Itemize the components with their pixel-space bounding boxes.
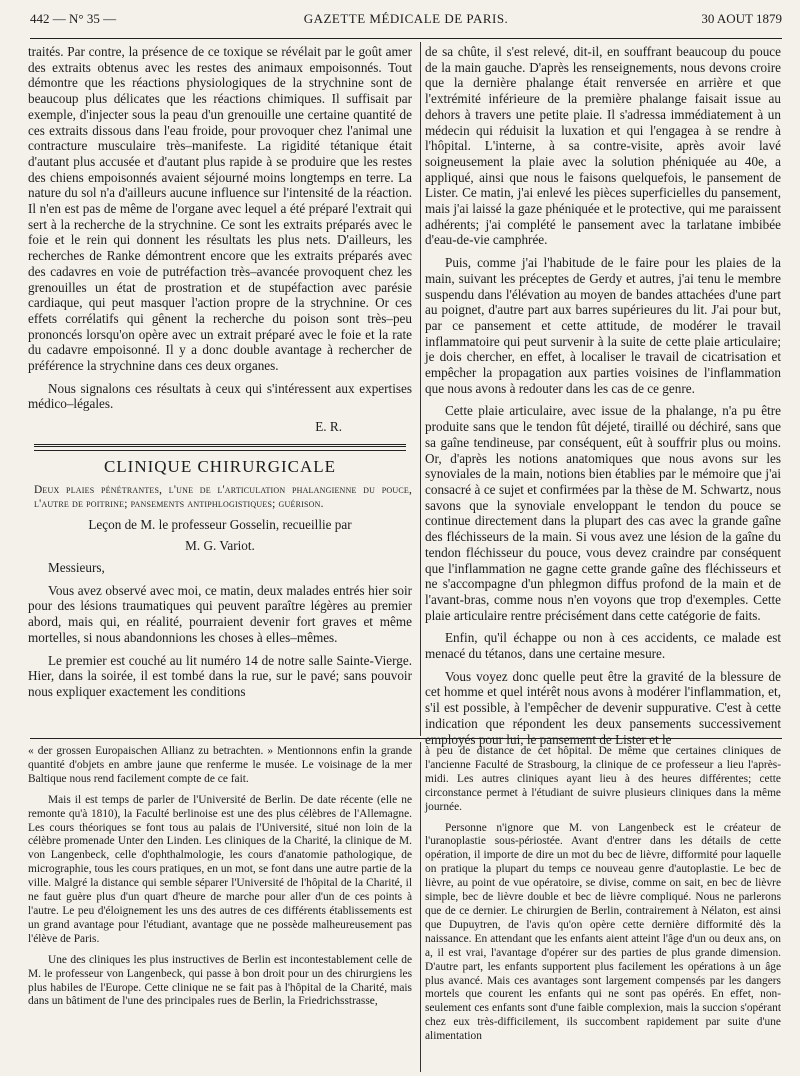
article-paragraph: Nous signalons ces résultats à ceux qui s'intéressent aux expertises médico–légales.	[28, 380, 412, 412]
section-title: CLINIQUE CHIRURGICALE	[103, 456, 337, 476]
article-paragraph: de sa chûte, il s'est relevé, dit-il, en souffrant beaucoup du pouce de la main gauche. D'après les renseignements, nous devons croire que la dernière phalange était renversée en arrière et que l'extrémité inférieure de la première phalange faisait issue au dehors à travers une petite plaie. Il s'adressa immédiatement à un médecin qui réduisit la luxation et qui l'engagea à se rendre à l'hôpital. L'interne, à sa contre-visite, après avoir lavé soigneusement la plaie avec la solution phéniquée au 40e, a appliqué, ainsi que nous le faisons quelquefois, le pansement de Lister. Ce matin, j'ai enlevé les pièces superficielles du pansement, mais j'ai laissé la gaze phéniquée et le protective, qui me paraissent adhérents; j'ai complété le pansement avec la tarlatane imbibée d'eau-de-vie camphrée.	[425, 44, 781, 248]
issue-date: 30 AOUT 1879	[701, 11, 782, 26]
salutation: Messieurs,	[48, 559, 105, 575]
article-paragraph: Le premier est couché au lit numéro 14 de notre salle Sainte-Vierge. Hier, dans la soirée, il est tombé dans la rue, sur le pavé; sans pouvoir nous expliquer exactement les conditions	[28, 652, 412, 699]
feuilleton-paragraph: Mais il est temps de parler de l'Université de Berlin. De date récente (elle ne remonte qu'à 1810), la Faculté berlinoise est une des plus célèbres de l'Allemagne. Les cours théoriques se font tous au palais de l'Université, situé non loin de la célèbre promenade Unter den Linden. Les cliniques de la Charité, la clinique de M. von Langenbeck, celle d'ophthalmologie, les cours d'anatomie pathologique, de micrographie, tous les cours pratiques, en un mot, se font dans une autre partie de la ville. Malgré la distance qui semble séparer l'Université de l'hôpital de la Charité, il ne faut guère plus d'un quart d'heure de marche pour aller d'un de ces points à l'autre. Le peu d'éloignement les uns des autres de ces différents établissements est un grand avantage pour l'étudiant, avantage que ne possède malheureusement pas l'élève de Paris.	[28, 793, 412, 945]
upper-left-column	[28, 44, 412, 736]
column-divider	[420, 742, 421, 1072]
article-paragraph: Puis, comme j'ai l'habitude de le faire pour les plaies de la main, suivant les préceptes de Gerdy et autres, j'ai tenu le membre suspendu dans l'élévation au moyen de bandes attachées d'une part au poignet, d'autre part aux barres supérieures du lit. J'ai pour but, par ce pansement et cette attitude, de modérer le travail inflammatoire qui peut survenir à la suite de cette plaie articulaire; je dois chercher, en effet, à localiser le travail de cicatrisation et empêcher la propagation aux parties voisines de l'inflammation que nous avons à redouter dans les cas de ce genre.	[425, 255, 781, 396]
article-paragraph: Vous avez observé avec moi, ce matin, deux malades entrés hier soir pour des lésions traumatiques qui peuvent paraître légères au premier abord, mais qui, en réalité, pourraient devenir fort graves et même mortelles, si nous abandonnions les choses à elles–mêmes.	[28, 582, 412, 645]
article-paragraph: Vous voyez donc quelle peut être la gravité de la blessure de cet homme et quel intérêt nous avons à modérer l'inflammation, et, s'il est possible, à l'empêcher de devenir suppurative. C'est à cette indication que répondent les deux pansements successivement employés pour lui, le pansement de Lister et le	[425, 668, 781, 747]
lower-left-column	[28, 745, 412, 1073]
page-number: 442 — N° 35 —	[30, 11, 117, 26]
feuilleton-paragraph: Une des cliniques les plus instructives de Berlin est incontestablement celle de M. le professeur von Langenbeck, qui passe à bon droit pour un des chirurgiens les plus habiles de l'Europe. Cette clinique ne se fait pas à l'hôpital de la Charité, mais dans un bâtiment de l'une des principales rues de Berlin, la Friedrichsstrasse,	[28, 953, 412, 1008]
feuilleton-paragraph: à peu de distance de cet hôpital. De même que certaines cliniques de l'ancienne Faculté de Strasbourg, la clinique de ce professeur a lieu l'après-midi. Les autres cliniques ayant lieu à des heures différentes; cette circonstance permet à l'étudiant de suivre plusieurs cliniques dans la même journée.	[425, 745, 781, 813]
feuilleton-paragraph: Personne n'ignore que M. von Langenbeck est le créateur de l'uranoplastie sous-périostée. Avant d'entrer dans les détails de cette opération, il importe de dire un mot du bec de lièvre, difformité pour laquelle on pratique la plupart du temps ce nouveau genre d'autoplastie. Le bec de lièvre, au point de vue opératoire, se divise, comme on sait, en bec de lièvre simple, bec de lièvre double et bec de lièvre compliqué. Nous ne parlerons que de ce dernier. Le chirurgien de Berlin, contrairement à Nélaton, est ainsi que Dupuytren, de l'avis qu'on opère cette dernière difformité dès la naissance. En attendant que les enfants aient atteint l'âge d'un ou deux ans, on a, il est vrai, l'avantage d'opérer sur des parties de plus grande dimension. D'autre part, les enfants supportent plus facilement les opérations à un âge plus avancé. Mais ces avantages sont largement compensés par les dangers mortels que courent les enfants qui ne sont pas opérés. En effet, non-seulement ces enfants sont d'une faible complexion, mais la succion s'opérant chez eux très-difficilement, ils succombent rapidement par suite d'une alimentation	[425, 821, 781, 1043]
page-header	[30, 10, 782, 30]
article-paragraph: Enfin, qu'il échappe ou non à ces accidents, ce malade est menacé du tétanos, dans une certaine mesure.	[425, 630, 781, 662]
upper-right-column	[425, 44, 781, 747]
lecture-credit-line1: Leçon de M. le professeur Gosselin, recueillie par	[88, 516, 352, 532]
section-subtitle: Deux plaies pénétrantes, l'une de l'articulation phalangienne du pouce, l'autre de poitrine; pansements antiphlogistiques; guérison.	[34, 483, 412, 510]
journal-title: GAZETTE MÉDICALE DE PARIS.	[303, 11, 509, 26]
lecture-credit-line2: M. G. Variot.	[185, 538, 255, 554]
lower-right-column	[425, 745, 781, 1073]
article-paragraph: traités. Par contre, la présence de ce toxique se révélait par le goût amer des extraits obtenus avec les restes des animaux empoisonnés. Tout démontre que les réactions physiologiques de la strychnine sont de beaucoup plus délicates que les réactions chimiques. Il suffisait par exemple, d'injecter sous la peau d'un grenouille une certaine quantité de ces extraits dissous dans l'eau froide, pour provoquer chez l'animal une contracture musculaire très–manifeste. La rigidité tétanique était d'autant plus accusée et d'autant plus rapide à se produire que les restes des chiens empoisonnés avaient séjourné moins longtemps en terre. La nature du sol n'a d'ailleurs aucune influence sur l'intensité de la réaction. Il n'en est pas de même de l'organe avec lequel a été préparé l'extrait qui sert à la recherche de la strychnine. Ce sont les extraits préparés avec le foie et le rein qui donnent les résultats les plus nets. D'ailleurs, les recherches de Ranke démontrent encore que les extraits préparés avec des cadavres en voie de putréfaction très–avancée provoquent chez les grenouilles un état de prostration et de stupéfaction avec parésie cardiaque, qui peut masquer l'action propre de la strychnine. Or ces effets corrélatifs qui gênent la recherche du poison sont très–peu prononcés lorsqu'on opère avec un extrait préparé avec le foie et la rate du cadavre empoisonné. Il y a donc double avantage à rechercher de préférence la strychnine dans ces deux organes.	[28, 44, 412, 374]
article-paragraph: Cette plaie articulaire, avec issue de la phalange, n'a pu être produite sans que le tendon fût déjeté, tiraillé ou déchiré, sans que sa gaîne tendineuse, par conséquent, eût à souffrir plus ou moins. Or, d'après les notions anatomiques que nous avons sur les synoviales de la main, notions bien établies par le mémoire que j'ai consacré à ce sujet et confirmées par la thèse de M. Schwartz, nous savons que la synoviale enveloppant le tendon du pouce se continue directement dans la plupart des cas avec la grande gaîne des fléchisseurs de la main. Si vous avez une lésion de la gaîne du tendon fléchisseur du pouce, vous devez craindre par conséquent que l'inflammation ne gagne cette grande gaîne des fléchisseurs et ne s'accompagne d'un phlegmon diffus profond de la main et de l'avant-bras, comme nous n'en voyons que trop d'exemples. Cette plaie articulaire rentre précisément dans cette catégorie de faits.	[425, 403, 781, 623]
section-separator	[28, 441, 412, 453]
feuilleton-rule	[30, 738, 782, 739]
feuilleton-paragraph: « der grossen Europaischen Allianz zu betrachten. » Mentionnons enfin la grande quantité d'objets en ambre jaune que renferme le musée. Le voisinage de la mer Baltique nous rend facilement compte de ce fait.	[28, 745, 412, 785]
column-divider	[420, 42, 421, 736]
article-signature: E. R.	[315, 419, 342, 435]
header-rule	[30, 38, 782, 39]
